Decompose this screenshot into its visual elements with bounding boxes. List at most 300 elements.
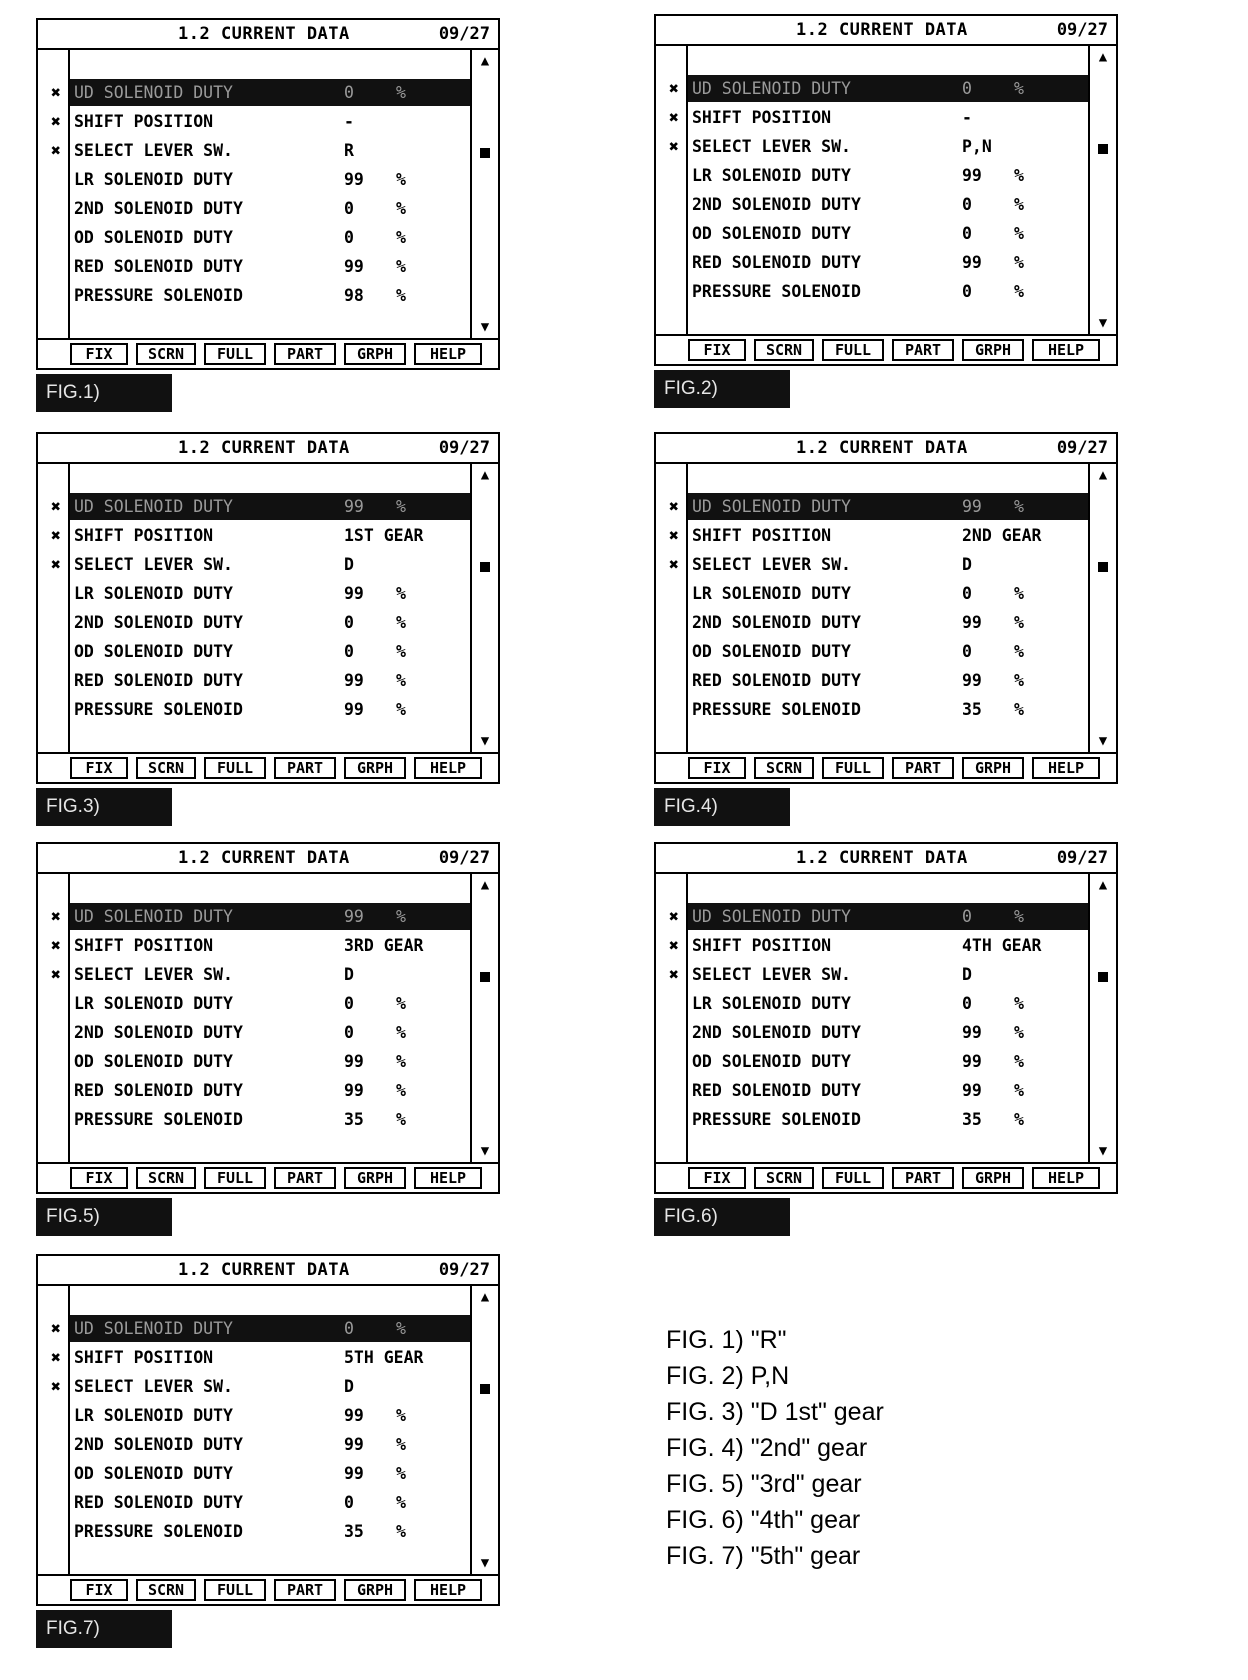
data-row[interactable] — [656, 492, 1088, 521]
parameter-value: 0 — [344, 642, 354, 661]
figure-legend — [666, 1322, 884, 1574]
data-row[interactable] — [38, 637, 470, 666]
data-row[interactable] — [656, 579, 1088, 608]
data-row[interactable] — [656, 1076, 1088, 1105]
parameter-label: OD SOLENOID DUTY — [692, 1052, 851, 1071]
data-row[interactable] — [38, 1076, 470, 1105]
parameter-value: 99 — [344, 1081, 364, 1100]
scrn-button[interactable]: SCRN — [136, 343, 196, 365]
parameter-label: RED SOLENOID DUTY — [74, 1081, 243, 1100]
data-list-area — [38, 464, 498, 752]
full-button[interactable]: FULL — [204, 343, 266, 365]
scrollbar[interactable] — [1088, 46, 1116, 334]
figure-caption: FIG.7) — [36, 1610, 172, 1648]
screen-title: 1.2 CURRENT DATA — [178, 24, 350, 44]
parameter-value: 0 — [962, 79, 972, 98]
data-rows — [38, 902, 470, 1134]
parameter-unit: % — [396, 170, 406, 189]
data-row[interactable] — [656, 931, 1088, 960]
function-key-bar — [38, 338, 498, 368]
data-rows — [38, 1314, 470, 1546]
scroll-down-arrow-icon[interactable]: ▼ — [480, 319, 490, 335]
parameter-label: RED SOLENOID DUTY — [74, 671, 243, 690]
data-row[interactable] — [38, 165, 470, 194]
data-row[interactable] — [38, 1314, 470, 1343]
parameter-unit: % — [396, 286, 406, 305]
scrn-button[interactable]: SCRN — [136, 1579, 196, 1601]
data-row[interactable] — [38, 1401, 470, 1430]
scrollbar[interactable] — [470, 50, 498, 338]
data-row[interactable] — [38, 989, 470, 1018]
data-list-area — [656, 46, 1116, 334]
scroll-down-arrow-icon[interactable]: ▼ — [480, 1555, 490, 1571]
full-button[interactable]: FULL — [204, 1167, 266, 1189]
data-row[interactable] — [38, 521, 470, 550]
part-button[interactable]: PART — [892, 757, 954, 779]
data-row[interactable] — [38, 579, 470, 608]
scroll-thumb[interactable] — [480, 148, 490, 158]
data-list-area — [38, 1286, 498, 1574]
parameter-value: 0 — [962, 907, 972, 926]
parameter-value: 0 — [344, 228, 354, 247]
part-button[interactable]: PART — [892, 339, 954, 361]
scrollbar[interactable] — [470, 874, 498, 1162]
data-row[interactable] — [38, 194, 470, 223]
fixed-item-mark-icon: ✖ — [51, 497, 61, 516]
scroll-up-arrow-icon[interactable]: ▲ — [1098, 877, 1108, 893]
fixed-item-mark-icon: ✖ — [51, 141, 61, 160]
parameter-label: OD SOLENOID DUTY — [74, 1464, 233, 1483]
parameter-unit: % — [396, 907, 406, 926]
part-button[interactable]: PART — [892, 1167, 954, 1189]
parameter-label: SELECT LEVER SW. — [692, 965, 851, 984]
scroll-up-arrow-icon[interactable]: ▲ — [1098, 467, 1108, 483]
fixed-item-mark-icon: ✖ — [51, 907, 61, 926]
data-rows — [38, 492, 470, 724]
parameter-value: - — [962, 108, 972, 127]
data-row[interactable] — [38, 252, 470, 281]
fix-button[interactable]: FIX — [688, 1167, 746, 1189]
parameter-unit: % — [1014, 671, 1024, 690]
data-row[interactable] — [38, 492, 470, 521]
data-row[interactable] — [38, 1488, 470, 1517]
data-row[interactable] — [38, 78, 470, 107]
parameter-value: 99 — [344, 1435, 364, 1454]
grph-button[interactable]: GRPH — [962, 757, 1024, 779]
parameter-value: 35 — [962, 1110, 982, 1129]
data-rows — [656, 492, 1088, 724]
parameter-value: 98 — [344, 286, 364, 305]
screen-title: 1.2 CURRENT DATA — [796, 848, 968, 868]
figure-caption: FIG.2) — [654, 370, 790, 408]
scrn-button[interactable]: SCRN — [754, 1167, 814, 1189]
data-row[interactable] — [656, 103, 1088, 132]
scroll-up-arrow-icon[interactable]: ▲ — [480, 53, 490, 69]
screen-title-bar — [38, 434, 498, 464]
parameter-label: SHIFT POSITION — [692, 526, 832, 545]
parameter-unit: % — [1014, 79, 1024, 98]
parameter-label: PRESSURE SOLENOID — [692, 700, 861, 719]
fixed-item-mark-icon: ✖ — [51, 965, 61, 984]
scroll-down-arrow-icon[interactable]: ▼ — [1098, 1143, 1108, 1159]
parameter-value: 99 — [962, 253, 982, 272]
parameter-label: SHIFT POSITION — [74, 112, 214, 131]
help-button[interactable]: HELP — [414, 343, 482, 365]
parameter-value: 4TH GEAR — [962, 936, 1042, 955]
parameter-label: OD SOLENOID DUTY — [692, 642, 851, 661]
data-row[interactable] — [656, 637, 1088, 666]
parameter-label: RED SOLENOID DUTY — [74, 257, 243, 276]
parameter-label: 2ND SOLENOID DUTY — [692, 1023, 861, 1042]
data-row[interactable] — [38, 223, 470, 252]
help-button[interactable]: HELP — [414, 757, 482, 779]
fix-button[interactable]: FIX — [70, 343, 128, 365]
screen-title-bar — [656, 16, 1116, 46]
data-row[interactable] — [38, 695, 470, 724]
parameter-unit: % — [396, 1464, 406, 1483]
data-row[interactable] — [656, 989, 1088, 1018]
parameter-unit: % — [396, 613, 406, 632]
parameter-value: 99 — [344, 497, 364, 516]
parameter-label: SELECT LEVER SW. — [692, 555, 851, 574]
parameter-label: SHIFT POSITION — [692, 108, 832, 127]
scroll-thumb[interactable] — [1098, 562, 1108, 572]
data-row[interactable] — [656, 666, 1088, 695]
legend-item: FIG. 1) "R" — [666, 1326, 787, 1354]
scrollbar[interactable] — [470, 464, 498, 752]
fix-button[interactable]: FIX — [688, 757, 746, 779]
scan-tool-screen — [36, 842, 500, 1194]
data-row[interactable] — [656, 1047, 1088, 1076]
parameter-value: 99 — [962, 497, 982, 516]
figure-caption: FIG.3) — [36, 788, 172, 826]
data-list-area — [38, 874, 498, 1162]
parameter-unit: % — [396, 1493, 406, 1512]
parameter-unit: % — [1014, 907, 1024, 926]
screen-title-bar — [38, 20, 498, 50]
data-list-area — [656, 874, 1116, 1162]
data-row[interactable] — [38, 1372, 470, 1401]
parameter-label: LR SOLENOID DUTY — [692, 166, 851, 185]
parameter-value: R — [344, 141, 354, 160]
parameter-label: OD SOLENOID DUTY — [74, 642, 233, 661]
data-row[interactable] — [656, 219, 1088, 248]
scroll-up-arrow-icon[interactable]: ▲ — [480, 1289, 490, 1305]
fix-button[interactable]: FIX — [688, 339, 746, 361]
figure — [36, 842, 504, 1236]
parameter-unit: % — [396, 994, 406, 1013]
parameter-label: SHIFT POSITION — [74, 526, 214, 545]
data-row[interactable] — [656, 550, 1088, 579]
parameter-label: SHIFT POSITION — [74, 936, 214, 955]
scroll-thumb[interactable] — [1098, 972, 1108, 982]
parameter-label: OD SOLENOID DUTY — [692, 224, 851, 243]
scroll-down-arrow-icon[interactable]: ▼ — [480, 733, 490, 749]
help-button[interactable]: HELP — [1032, 1167, 1100, 1189]
full-button[interactable]: FULL — [822, 757, 884, 779]
parameter-value: 99 — [962, 1081, 982, 1100]
scroll-thumb[interactable] — [480, 972, 490, 982]
data-row[interactable] — [38, 107, 470, 136]
parameter-value: D — [344, 1377, 354, 1396]
parameter-label: SELECT LEVER SW. — [692, 137, 851, 156]
parameter-label: SHIFT POSITION — [692, 936, 832, 955]
parameter-value: D — [962, 965, 972, 984]
fixed-item-mark-icon: ✖ — [669, 526, 679, 545]
parameter-label: UD SOLENOID DUTY — [692, 907, 851, 926]
parameter-unit: % — [396, 1052, 406, 1071]
data-row[interactable] — [656, 190, 1088, 219]
parameter-label: UD SOLENOID DUTY — [74, 907, 233, 926]
parameter-label: RED SOLENOID DUTY — [692, 671, 861, 690]
parameter-value: 99 — [344, 584, 364, 603]
fixed-item-mark-icon: ✖ — [51, 555, 61, 574]
parameter-value: 99 — [344, 671, 364, 690]
help-button[interactable]: HELP — [414, 1167, 482, 1189]
data-row[interactable] — [38, 1459, 470, 1488]
figure — [654, 842, 1122, 1236]
scrn-button[interactable]: SCRN — [754, 757, 814, 779]
part-button[interactable]: PART — [274, 757, 336, 779]
figure — [36, 1254, 504, 1648]
scrn-button[interactable]: SCRN — [754, 339, 814, 361]
figure — [654, 432, 1122, 826]
data-row[interactable] — [656, 248, 1088, 277]
data-row[interactable] — [38, 1018, 470, 1047]
parameter-label: RED SOLENOID DUTY — [74, 1493, 243, 1512]
scroll-up-arrow-icon[interactable]: ▲ — [480, 467, 490, 483]
parameter-unit: % — [1014, 166, 1024, 185]
parameter-unit: % — [396, 83, 406, 102]
parameter-label: LR SOLENOID DUTY — [74, 170, 233, 189]
data-row[interactable] — [656, 695, 1088, 724]
parameter-label: PRESSURE SOLENOID — [74, 1522, 243, 1541]
parameter-unit: % — [396, 700, 406, 719]
figure-caption: FIG.4) — [654, 788, 790, 826]
data-row[interactable] — [38, 931, 470, 960]
fix-button[interactable]: FIX — [70, 757, 128, 779]
data-row[interactable] — [38, 1047, 470, 1076]
grph-button[interactable]: GRPH — [962, 339, 1024, 361]
scroll-thumb[interactable] — [1098, 144, 1108, 154]
data-list-area — [38, 50, 498, 338]
parameter-label: PRESSURE SOLENOID — [74, 700, 243, 719]
legend-item: FIG. 5) "3rd" gear — [666, 1470, 862, 1498]
scan-tool-screen — [654, 432, 1118, 784]
data-row[interactable] — [656, 521, 1088, 550]
data-row[interactable] — [656, 132, 1088, 161]
grph-button[interactable]: GRPH — [344, 343, 406, 365]
data-row[interactable] — [656, 1018, 1088, 1047]
scrn-button[interactable]: SCRN — [136, 1167, 196, 1189]
parameter-value: 99 — [344, 700, 364, 719]
scroll-up-arrow-icon[interactable]: ▲ — [480, 877, 490, 893]
fixed-item-mark-icon: ✖ — [669, 936, 679, 955]
parameter-value: D — [962, 555, 972, 574]
parameter-label: OD SOLENOID DUTY — [74, 1052, 233, 1071]
parameter-value: 0 — [962, 282, 972, 301]
grph-button[interactable]: GRPH — [344, 1579, 406, 1601]
page-indicator: 09/27 — [1056, 848, 1108, 868]
legend-item: FIG. 2) P,N — [666, 1362, 790, 1390]
parameter-label: PRESSURE SOLENOID — [74, 1110, 243, 1129]
parameter-unit: % — [1014, 613, 1024, 632]
parameter-label: UD SOLENOID DUTY — [74, 83, 233, 102]
parameter-unit: % — [1014, 700, 1024, 719]
help-button[interactable]: HELP — [1032, 757, 1100, 779]
screen-title: 1.2 CURRENT DATA — [796, 438, 968, 458]
data-row[interactable] — [38, 902, 470, 931]
parameter-value: 5TH GEAR — [344, 1348, 424, 1367]
parameter-label: LR SOLENOID DUTY — [74, 994, 233, 1013]
data-row[interactable] — [38, 960, 470, 989]
data-row[interactable] — [38, 1517, 470, 1546]
page-indicator: 09/27 — [1056, 20, 1108, 40]
full-button[interactable]: FULL — [204, 1579, 266, 1601]
data-row[interactable] — [38, 1105, 470, 1134]
scroll-thumb[interactable] — [480, 562, 490, 572]
fixed-item-mark-icon: ✖ — [669, 137, 679, 156]
parameter-value: 99 — [962, 613, 982, 632]
part-button[interactable]: PART — [274, 343, 336, 365]
data-row[interactable] — [38, 281, 470, 310]
parameter-value: 0 — [344, 1319, 354, 1338]
figure — [654, 14, 1122, 408]
parameter-value: 99 — [962, 671, 982, 690]
screen-title: 1.2 CURRENT DATA — [178, 848, 350, 868]
parameter-value: 35 — [962, 700, 982, 719]
full-button[interactable]: FULL — [204, 757, 266, 779]
parameter-unit: % — [396, 1319, 406, 1338]
parameter-value: 99 — [344, 1052, 364, 1071]
parameter-value: 0 — [962, 642, 972, 661]
data-row[interactable] — [656, 902, 1088, 931]
fix-button[interactable]: FIX — [70, 1579, 128, 1601]
fixed-item-mark-icon: ✖ — [669, 965, 679, 984]
page-indicator: 09/27 — [438, 24, 490, 44]
parameter-value: 0 — [962, 994, 972, 1013]
scrollbar[interactable] — [470, 1286, 498, 1574]
parameter-label: UD SOLENOID DUTY — [692, 497, 851, 516]
fixed-item-mark-icon: ✖ — [51, 526, 61, 545]
scroll-thumb[interactable] — [480, 1384, 490, 1394]
parameter-value: D — [344, 555, 354, 574]
part-button[interactable]: PART — [274, 1579, 336, 1601]
data-row[interactable] — [38, 608, 470, 637]
parameter-unit: % — [396, 1081, 406, 1100]
parameter-label: PRESSURE SOLENOID — [692, 1110, 861, 1129]
function-key-bar — [656, 752, 1116, 782]
parameter-value: 99 — [344, 1406, 364, 1425]
scroll-down-arrow-icon[interactable]: ▼ — [480, 1143, 490, 1159]
screen-title: 1.2 CURRENT DATA — [178, 1260, 350, 1280]
function-key-bar — [38, 1162, 498, 1192]
help-button[interactable]: HELP — [414, 1579, 482, 1601]
scrollbar[interactable] — [1088, 464, 1116, 752]
function-key-bar — [38, 1574, 498, 1604]
parameter-value: 99 — [962, 166, 982, 185]
parameter-label: 2ND SOLENOID DUTY — [74, 199, 243, 218]
data-row[interactable] — [656, 74, 1088, 103]
fixed-item-mark-icon: ✖ — [669, 108, 679, 127]
data-list-area — [656, 464, 1116, 752]
scroll-down-arrow-icon[interactable]: ▼ — [1098, 733, 1108, 749]
data-row[interactable] — [38, 550, 470, 579]
legend-item: FIG. 4) "2nd" gear — [666, 1434, 868, 1462]
grph-button[interactable]: GRPH — [344, 1167, 406, 1189]
part-button[interactable]: PART — [274, 1167, 336, 1189]
data-row[interactable] — [656, 277, 1088, 306]
parameter-value: 0 — [344, 994, 354, 1013]
parameter-value: - — [344, 112, 354, 131]
scrollbar[interactable] — [1088, 874, 1116, 1162]
data-row[interactable] — [656, 608, 1088, 637]
parameter-value: 0 — [344, 1023, 354, 1042]
parameter-label: 2ND SOLENOID DUTY — [74, 613, 243, 632]
parameter-value: 35 — [344, 1110, 364, 1129]
scrn-button[interactable]: SCRN — [136, 757, 196, 779]
screen-title-bar — [38, 844, 498, 874]
parameter-label: RED SOLENOID DUTY — [692, 1081, 861, 1100]
grph-button[interactable]: GRPH — [962, 1167, 1024, 1189]
data-rows — [656, 74, 1088, 306]
scan-tool-screen — [654, 842, 1118, 1194]
parameter-label: LR SOLENOID DUTY — [692, 994, 851, 1013]
parameter-unit: % — [396, 1023, 406, 1042]
scroll-down-arrow-icon[interactable]: ▼ — [1098, 315, 1108, 331]
scroll-up-arrow-icon[interactable]: ▲ — [1098, 49, 1108, 65]
parameter-label: 2ND SOLENOID DUTY — [692, 613, 861, 632]
parameter-unit: % — [396, 1406, 406, 1425]
data-row[interactable] — [38, 136, 470, 165]
data-row[interactable] — [38, 666, 470, 695]
full-button[interactable]: FULL — [822, 1167, 884, 1189]
figure-caption: FIG.5) — [36, 1198, 172, 1236]
parameter-value: 99 — [962, 1023, 982, 1042]
fixed-item-mark-icon: ✖ — [51, 112, 61, 131]
parameter-value: 0 — [344, 613, 354, 632]
parameter-label: LR SOLENOID DUTY — [692, 584, 851, 603]
data-row[interactable] — [656, 161, 1088, 190]
fix-button[interactable]: FIX — [70, 1167, 128, 1189]
parameter-label: SELECT LEVER SW. — [74, 1377, 233, 1396]
fixed-item-mark-icon: ✖ — [669, 555, 679, 574]
data-row[interactable] — [38, 1430, 470, 1459]
parameter-unit: % — [396, 1522, 406, 1541]
data-rows — [656, 902, 1088, 1134]
data-row[interactable] — [656, 1105, 1088, 1134]
parameter-unit: % — [396, 584, 406, 603]
figure — [36, 18, 504, 412]
screen-title: 1.2 CURRENT DATA — [796, 20, 968, 40]
parameter-label: SELECT LEVER SW. — [74, 555, 233, 574]
parameter-label: SELECT LEVER SW. — [74, 965, 233, 984]
figure — [36, 432, 504, 826]
parameter-value: P,N — [962, 137, 992, 156]
parameter-value: 99 — [344, 907, 364, 926]
grph-button[interactable]: GRPH — [344, 757, 406, 779]
scan-tool-screen — [36, 18, 500, 370]
parameter-value: 99 — [962, 1052, 982, 1071]
full-button[interactable]: FULL — [822, 339, 884, 361]
parameter-label: LR SOLENOID DUTY — [74, 1406, 233, 1425]
data-row[interactable] — [656, 960, 1088, 989]
parameter-value: 3RD GEAR — [344, 936, 424, 955]
parameter-unit: % — [396, 1435, 406, 1454]
data-row[interactable] — [38, 1343, 470, 1372]
help-button[interactable]: HELP — [1032, 339, 1100, 361]
parameter-unit: % — [1014, 195, 1024, 214]
